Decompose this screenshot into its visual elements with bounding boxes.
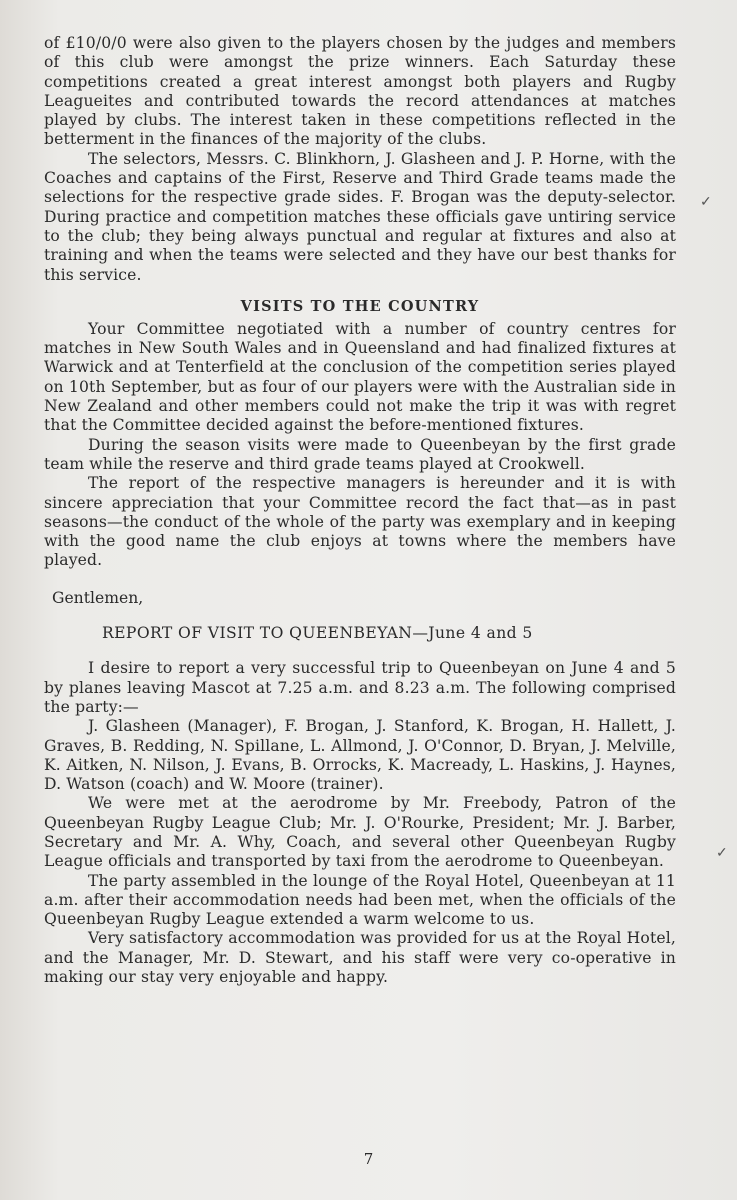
paragraph-royal-hotel: The party assembled in the lounge of the Royal Hotel, Queenbeyan at 11 a.m. after their accommodation needs had been met, when the officials of the Queenbeyan Rugby League extended a warm welcome to us. [44, 871, 676, 929]
section-heading: VISITS TO THE COUNTRY [240, 297, 480, 315]
page-number: 7 [363, 1150, 374, 1168]
paragraph-prizes: of £10/0/0 were also given to the players chosen by the judges and members of this club were amongst the prize winners. Each Saturday these competitions created a great interest amongst both players and Rugby Leagueites and contributed towards the record attendances at matches played by clubs. The interest taken in these competitions reflected in the betterment in the finances of the majority of the clubs. [44, 34, 676, 149]
paragraph-selectors: The selectors, Messrs. C. Blinkhorn, J. Glasheen and J. P. Horne, with the Coaches and captains of the First, Reserve and Third Grade teams made the selections for the respective grade sides. F. Brogan was the deputy-selector. During practice and competition matches these officials gave untiring service to the club; they being always punctual and regular at fixtures and also at training and when the teams were selected and they have our best thanks for this service. [44, 149, 676, 284]
body-column [44, 34, 676, 987]
paragraph-season-visits: During the season visits were made to Queenbeyan by the first grade team while the reserve and third grade teams played at Crookwell. [44, 435, 676, 473]
paragraph-accommodation: Very satisfactory accommodation was provided for us at the Royal Hotel, and the Manager, Mr. D. Stewart, and his staff were very co-operative in making our stay very enjoyable and happy. [44, 929, 676, 987]
paragraph-country-centres: Your Committee negotiated with a number of country centres for matches in New South Wales and in Queensland and had finalized fixtures at Warwick and at Tenterfield at the conclusion of the competition series played on 10th September, but as four of our players were with the Australian side in New Zealand and other members could not make the trip it was with regret that the Committee decided against the before-mentioned fixtures. [44, 319, 676, 435]
salutation: Gentlemen, [52, 588, 144, 607]
report-heading: REPORT OF VISIT TO QUEENBEYAN—June 4 and 5 [102, 624, 533, 643]
paragraph-aerodrome: We were met at the aerodrome by Mr. Freebody, Patron of the Queenbeyan Rugby League Club; Mr. J. O'Rourke, President; Mr. J. Barber, Secretary and Mr. A. Why, Coach, and several other Queenbeyan Rugby League officials and transported by taxi from the aerodrome to Queenbeyan. [44, 794, 676, 871]
paragraph-managers-report: The report of the respective managers is hereunder and it is with sincere appreciation that your Committee record the fact that—as in past seasons—the conduct of the whole of the party was exemplary and in keeping with the good name the club enjoys at towns where the members have played. [44, 474, 676, 570]
paragraph-trip: I desire to report a very successful trip to Queenbeyan on June 4 and 5 by planes leaving Mascot at 7.25 a.m. and 8.23 a.m. The following comprised the party:— [44, 659, 676, 716]
pencil-tick-icon: ✓ [700, 194, 712, 210]
paragraph-party-list: J. Glasheen (Manager), F. Brogan, J. Stanford, K. Brogan, H. Hallett, J. Graves, B. Redding, N. Spillane, L. Allmond, J. O'Connor, D. Bryan, J. Melville, K. Aitken, N. Nilson, J. Evans, B. Orrocks, K. Macready, L. Haskins, J. Haynes, D. Watson (coach) and W. Moore (trainer). [44, 717, 676, 794]
pencil-tick-icon: ✓ [716, 845, 728, 861]
